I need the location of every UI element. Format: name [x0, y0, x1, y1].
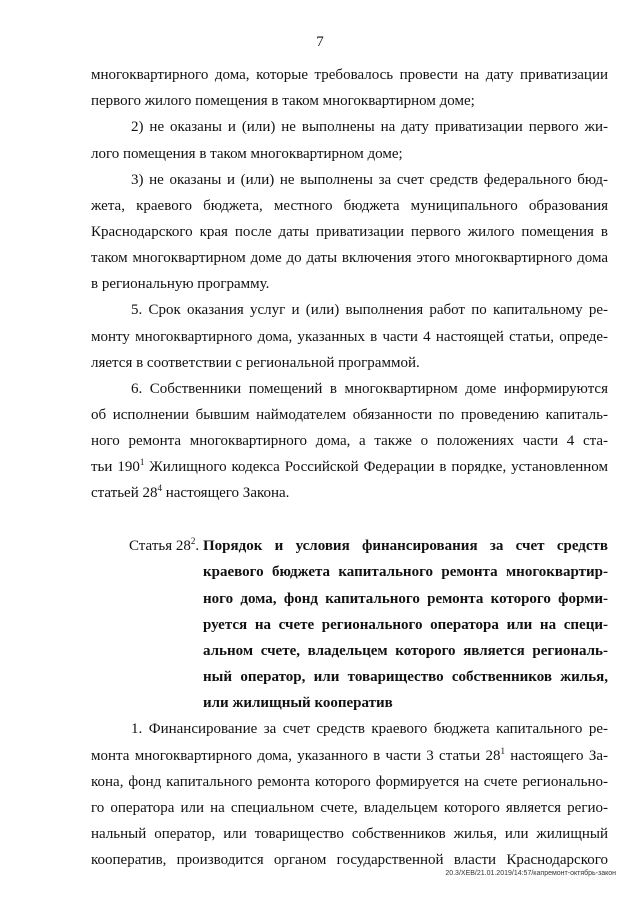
- article-label-text: Статья 28: [129, 538, 191, 554]
- text-line: кооператив, производится органом государственной власти Краснодарского: [91, 852, 608, 868]
- article-title-line: ный оператор, или товарищество собственников жилья,: [203, 669, 608, 685]
- text-line: 3) не оказаны и (или) не выполнены за счет средств федерального бюд-: [131, 172, 608, 188]
- article-title-line: руется на счете регионального оператора или на специ-: [203, 617, 608, 633]
- text-line: 5. Срок оказания услуг и (или) выполнения работ по капитальному ре-: [131, 302, 608, 318]
- text-line-with-reference: [91, 484, 289, 502]
- text-line: ляется в соответствии с региональной программой.: [91, 355, 420, 371]
- line-text: статьей 28: [91, 485, 158, 501]
- superscript: 1: [139, 457, 145, 467]
- text-line: в региональную программу.: [91, 276, 270, 292]
- article-title-line: или жилищный кооператив: [203, 695, 393, 711]
- text-line: многоквартирного дома, которые требовалось провести на дату приватизации: [91, 67, 608, 83]
- article-label-dot: .: [195, 538, 200, 554]
- text-line: первого жилого помещения в таком многоквартирном доме;: [91, 93, 475, 109]
- article-title-line: краевого бюджета капитального ремонта многоквартир-: [203, 564, 608, 580]
- text-line: таком многоквартирном доме до даты включения этого многоквартирного дома: [91, 250, 608, 266]
- text-line: об исполнении бывшим наймодателем обязанности по проведению капиталь-: [91, 407, 608, 423]
- superscript: 1: [500, 746, 505, 756]
- article-label: [129, 537, 199, 555]
- text-line: кона, фонд капитального ремонта которого формируется на счете регионально-: [91, 774, 608, 790]
- text-line: нальный оператор, или товарищество собственников жилья, или жилищный: [91, 826, 608, 842]
- text-line: лого помещения в таком многоквартирном доме;: [91, 146, 403, 162]
- text-line: ного ремонта многоквартирного дома, а также о положениях части 4 ста-: [91, 433, 608, 449]
- line-text: настоящего Закона.: [162, 485, 290, 501]
- text-line: 2) не оказаны и (или) не выполнены на дату приватизации первого жи-: [131, 119, 608, 135]
- superscript: 4: [157, 483, 162, 493]
- text-line: монту многоквартирного дома, указанных в части 4 настоящей статьи, опреде-: [91, 329, 608, 345]
- line-text: монта многоквартирного дома, указанного в части 3 статьи 28: [91, 748, 501, 764]
- text-line-with-reference: [91, 458, 608, 476]
- line-text: тьи 190: [91, 459, 140, 475]
- article-title-line: Порядок и условия финансирования за счет средств: [203, 538, 608, 554]
- footer-file-stamp: 20.3/XEB/21.01.2019/14:57/капремонт-октябрь-закон: [445, 870, 616, 877]
- text-line-with-reference: [91, 747, 608, 765]
- line-text: настоящего За-: [504, 748, 608, 764]
- text-line: Краснодарского края после даты приватизации первого жилого помещения в: [91, 224, 608, 240]
- article-title-line: ного дома, фонд капитального ремонта которого форми-: [203, 591, 608, 607]
- article-label-superscript: 2: [190, 536, 196, 546]
- article-title-line: альном счете, владельцем которого является региональ-: [203, 643, 608, 659]
- page-number: 7: [316, 34, 324, 50]
- text-line: жета, краевого бюджета, местного бюджета муниципального образования: [91, 198, 608, 214]
- text-line: 6. Собственники помещений в многоквартирном доме информируются: [131, 381, 608, 397]
- text-line: 1. Финансирование за счет средств краевого бюджета капитального ре-: [131, 721, 608, 737]
- line-text: Жилищного кодекса Российской Федерации в порядке, установленном: [144, 459, 608, 475]
- text-line: го оператора или на специальном счете, владельцем которого является регио-: [91, 800, 608, 816]
